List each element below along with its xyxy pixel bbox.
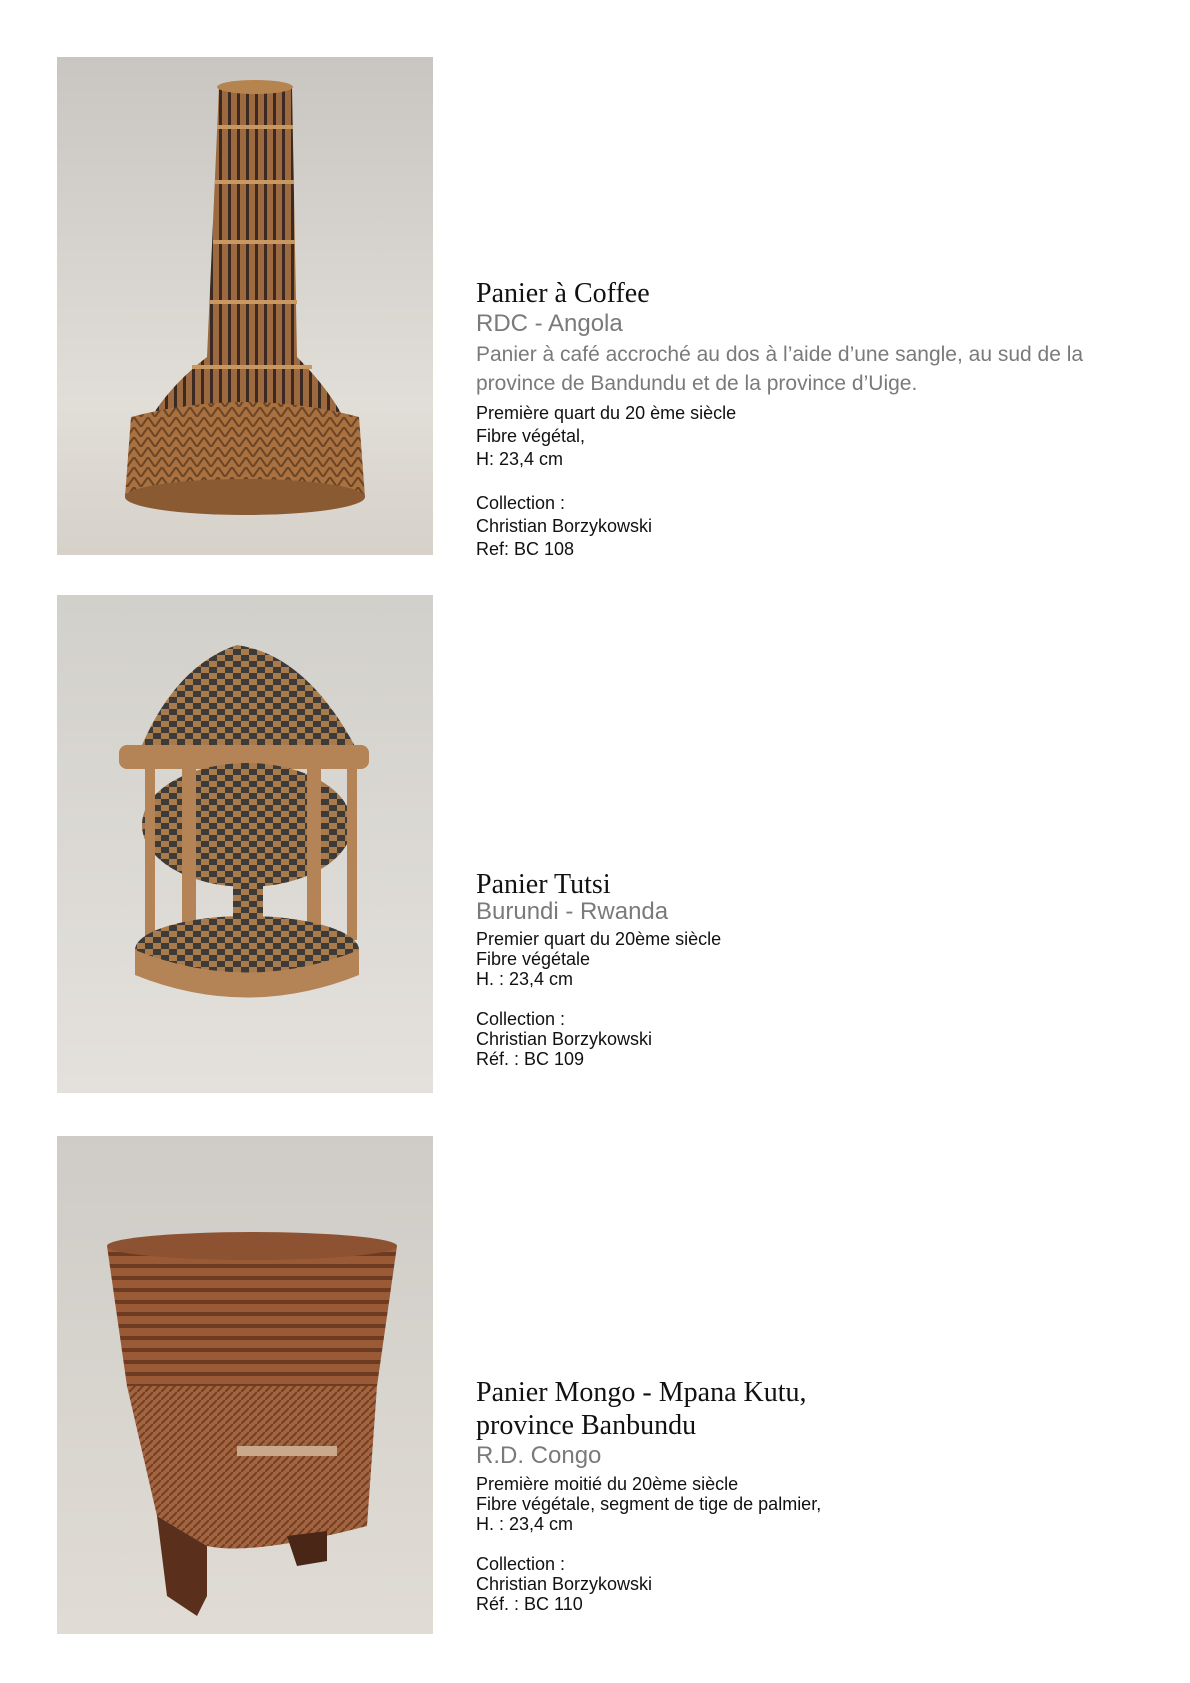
item-info-mongo-basket — [476, 1376, 1156, 1614]
item-height: H. : 23,4 cm — [476, 1514, 574, 1534]
collection-owner: Christian Borzykowski — [476, 516, 653, 536]
item-collection — [476, 1009, 1156, 1069]
item-info-coffee-basket — [476, 277, 1156, 561]
collection-label: Collection : — [476, 1554, 566, 1574]
lidded-tutsi-basket-photo-icon — [57, 595, 433, 1093]
item-material: Fibre végétale — [476, 949, 591, 969]
item-date: Premier quart du 20ème siècle — [476, 929, 722, 949]
item-details — [476, 929, 1156, 989]
item-description: Panier à café accroché au dos à l’aide d’une sangle, au sud de la province de Bandundu et de la province d’Uige. — [476, 343, 1084, 395]
item-date: Première quart du 20 ème siècle — [476, 403, 737, 423]
item-details — [476, 402, 1156, 471]
item-origin: R.D. Congo — [476, 1442, 602, 1469]
item-origin: RDC - Angola — [476, 310, 623, 337]
collection-ref: Réf. : BC 110 — [476, 1594, 583, 1614]
item-title-line-2: province Banbundu — [476, 1410, 697, 1441]
item-collection — [476, 492, 1156, 561]
item-info-tutsi-basket — [476, 869, 1156, 1069]
collection-ref: Ref: BC 108 — [476, 539, 575, 559]
collection-ref: Réf. : BC 109 — [476, 1049, 585, 1069]
item-material: Fibre végétale, segment de tige de palmier, — [476, 1494, 822, 1514]
item-collection — [476, 1554, 1156, 1614]
collection-owner: Christian Borzykowski — [476, 1574, 653, 1594]
item-title: Panier Tutsi — [476, 869, 611, 900]
mongo-basket-photo-icon — [57, 1136, 433, 1634]
item-title-line-1: Panier Mongo - Mpana Kutu, — [476, 1377, 807, 1408]
collection-label: Collection : — [476, 493, 566, 513]
item-title: Panier à Coffee — [476, 278, 650, 309]
item-date: Première moitié du 20ème siècle — [476, 1474, 739, 1494]
tall-coffee-basket-photo-icon — [57, 57, 433, 555]
item-height: H. : 23,4 cm — [476, 969, 574, 989]
item-photo-mongo-basket — [57, 1136, 433, 1634]
item-material: Fibre végétal, — [476, 426, 586, 446]
collection-owner: Christian Borzykowski — [476, 1029, 653, 1049]
item-origin: Burundi - Rwanda — [476, 898, 669, 925]
item-details — [476, 1474, 1156, 1534]
item-photo-tutsi-basket — [57, 595, 433, 1093]
collection-label: Collection : — [476, 1009, 566, 1029]
item-photo-coffee-basket — [57, 57, 433, 555]
item-height: H: 23,4 cm — [476, 449, 564, 469]
